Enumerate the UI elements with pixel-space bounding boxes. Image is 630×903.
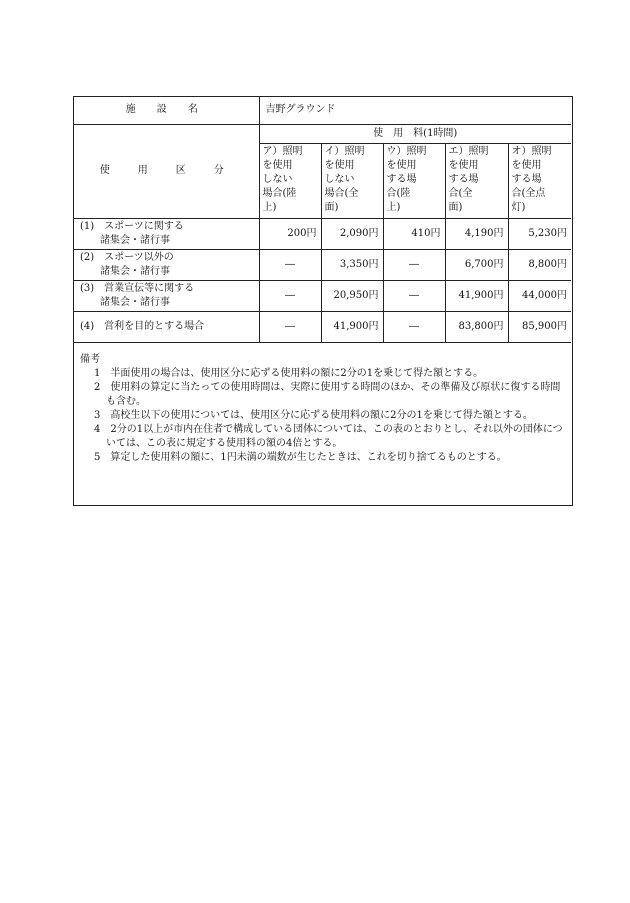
category-line1: 営業宣伝等に関する xyxy=(104,282,195,294)
fee-cell: 44,000円 xyxy=(508,280,571,311)
facility-label: 施 設 名 xyxy=(74,97,259,124)
category-line2: 諸集会・諸行事 xyxy=(100,296,170,308)
fee-cell: 2,090円 xyxy=(321,218,383,249)
fee-table-frame xyxy=(73,96,573,506)
fee-cell: ― xyxy=(383,280,445,311)
facility-name: 吉野グラウンド xyxy=(259,97,571,124)
category-cell xyxy=(74,249,259,280)
fee-cell: 41,900円 xyxy=(445,280,508,311)
fee-cell: ― xyxy=(259,249,321,280)
fee-cell: 3,350円 xyxy=(321,249,383,280)
fee-cell: 41,900円 xyxy=(321,311,383,342)
category-cell xyxy=(74,218,259,249)
note-item: 3 高校生以下の使用については、使用区分に応ずる使用料の額に2分の1を乗じて得た額とする。 xyxy=(94,410,533,421)
fee-cell: 5,230円 xyxy=(508,218,571,249)
column-header-o: オ）照明 を使用 する場 合(全点 灯) xyxy=(508,143,571,218)
notes-section xyxy=(80,353,568,465)
category-number: (4) xyxy=(80,320,95,332)
fee-cell: 85,900円 xyxy=(508,311,571,342)
category-number: (1) xyxy=(80,220,95,232)
fee-cell: 4,190円 xyxy=(445,218,508,249)
table-row xyxy=(74,249,571,280)
note-item: 4 2分の1以上が市内在住者で構成している団体については、この表のとおりとし、それ以外の団体については、この表に規定する使用料の額の4倍とする。 xyxy=(94,424,563,449)
table-row xyxy=(74,311,571,342)
category-cell xyxy=(74,280,259,311)
fee-cell: 20,950円 xyxy=(321,280,383,311)
fee-cell: ― xyxy=(383,311,445,342)
category-line2: 諸集会・諸行事 xyxy=(100,234,170,246)
fee-cell: ― xyxy=(383,249,445,280)
category-number: (3) xyxy=(80,282,95,294)
table-row xyxy=(74,218,571,249)
column-header-i: イ）照明 を使用 しない 場合(全 面) xyxy=(321,143,383,218)
column-header-u: ウ）照明 を使用 する場 合(陸 上) xyxy=(383,143,445,218)
fee-cell: 83,800円 xyxy=(445,311,508,342)
category-line2: 諸集会・諸行事 xyxy=(100,265,170,277)
category-number: (2) xyxy=(80,251,95,263)
fee-cell: 6,700円 xyxy=(445,249,508,280)
table-row xyxy=(74,280,571,311)
fee-cell: ― xyxy=(259,311,321,342)
fee-header: 使 用 料(1時間) xyxy=(259,124,571,143)
fee-cell: 200円 xyxy=(259,218,321,249)
note-item: 5 算定した使用料の額に、1円未満の端数が生じたときは、これを切り捨てるものとする。 xyxy=(94,452,507,463)
category-line1: スポーツ以外の xyxy=(104,251,174,263)
fee-cell: 8,800円 xyxy=(508,249,571,280)
notes-title: 備考 xyxy=(80,354,100,365)
category-line1: 営利を目的とする場合 xyxy=(104,320,205,332)
fee-cell: ― xyxy=(259,280,321,311)
fee-cell: 410円 xyxy=(383,218,445,249)
category-cell xyxy=(74,311,259,342)
category-header: 使 用 区 分 xyxy=(74,124,259,218)
category-line1: スポーツに関する xyxy=(104,220,184,232)
note-item: 1 半面使用の場合は、使用区分に応ずる使用料の額に2分の1を乗じて得た額とする。 xyxy=(94,368,484,379)
fee-table xyxy=(74,97,571,343)
column-header-a: ア）照明 を使用 しない 場合(陸 上) xyxy=(259,143,321,218)
column-header-e: エ）照明 を使用 する場 合(全 面) xyxy=(445,143,508,218)
note-item: 2 使用料の算定に当たっての使用時間は、実際に使用する時間のほか、その準備及び原状に復する時間も含む。 xyxy=(94,382,561,407)
